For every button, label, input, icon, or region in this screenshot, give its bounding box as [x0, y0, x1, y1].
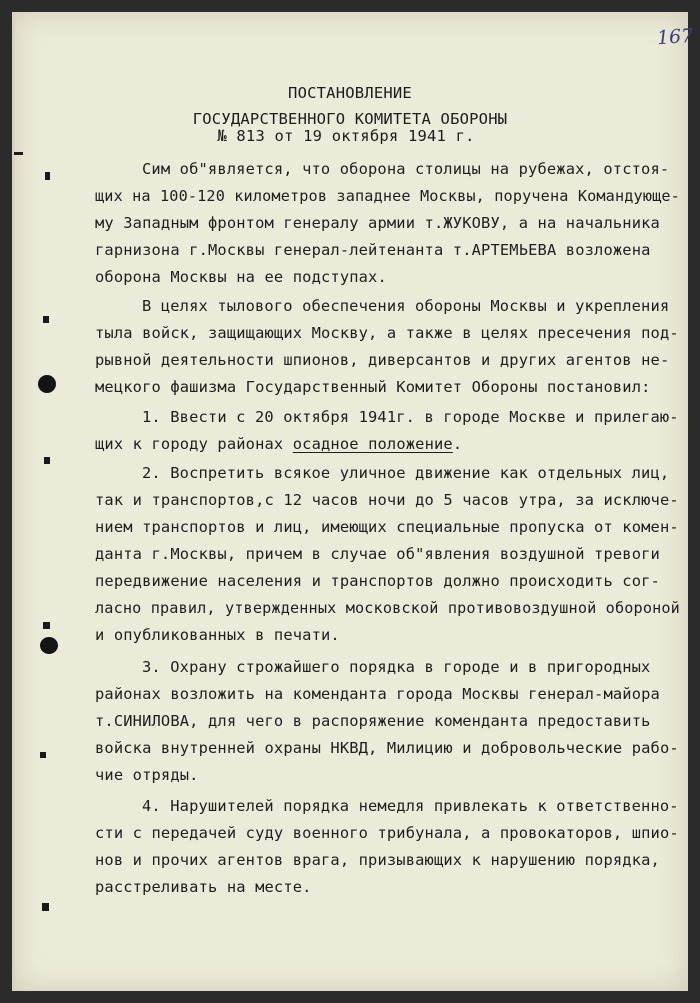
text-line: В целях тылового обеспечения обороны Москвы и укрепления: [142, 297, 670, 315]
binding-mark: [45, 172, 50, 180]
text-line: 3. Охрану строжайшего порядка в городе и в пригородных: [142, 658, 651, 676]
binding-mark: [44, 457, 50, 464]
text-line: данта г.Москвы, причем в случае об"явления воздушной тревоги: [95, 545, 660, 563]
text-line: нов и прочих агентов врага, призывающих к нарушению порядка,: [95, 851, 660, 869]
text-line: расстреливать на месте.: [95, 878, 312, 896]
binding-hole: [38, 375, 56, 393]
binding-mark: [14, 152, 23, 155]
binding-mark: [43, 622, 50, 629]
binding-mark: [43, 316, 49, 323]
text-line: щих на 100-120 километров западнее Москвы, поручена Командующе-: [95, 187, 680, 205]
text-line: мецкого фашизма Государственный Комитет Обороны постановил:: [95, 378, 651, 396]
text-span: щих к городу районах: [95, 435, 293, 453]
text-line: районах возложить на коменданта города Москвы генерал-майора: [95, 685, 660, 703]
archive-page-number: 167: [656, 24, 694, 50]
binding-edge: [12, 12, 15, 991]
text-line: передвижение населения и транспортов должно происходить сог-: [95, 572, 660, 590]
text-line: войска внутренней охраны НКВД, Милицию и добровольческие рабо-: [95, 739, 679, 757]
text-line: нием транспортов и лиц, имеющих специальные пропуска от комен-: [95, 518, 679, 536]
text-line: [95, 435, 462, 453]
binding-hole: [40, 637, 58, 654]
text-line: оборона Москвы на ее подступах.: [95, 268, 387, 286]
text-line: 4. Нарушителей порядка немедля привлекать к ответственно-: [142, 797, 679, 815]
text-line: тыла войск, защищающих Москву, а также в целях пресечения под-: [95, 324, 679, 342]
text-line: му Западным фронтом генералу армии т.ЖУКОВУ, а на начальника: [95, 214, 660, 232]
text-line: ласно правил, утвержденных московской противовоздушной обороной: [95, 599, 680, 617]
text-line: и опубликованных в печати.: [95, 626, 340, 644]
text-line: так и транспортов,с 12 часов ночи до 5 часов утра, за исключе-: [95, 491, 679, 509]
text-line: сти с передачей суду военного трибунала, а провокаторов, шпио-: [95, 824, 679, 842]
text-line: рывной деятельности шпионов, диверсантов и других агентов не-: [95, 351, 670, 369]
document-title: ПОСТАНОВЛЕНИЕ: [288, 84, 412, 102]
text-line: гарнизона г.Москвы генерал-лейтенанта т.АРТЕМЬЕВА возложена: [95, 241, 651, 259]
text-line: Сим об"является, что оборона столицы на рубежах, отстоя-: [142, 160, 670, 178]
siege-state-text: осадное положение: [292, 435, 453, 453]
text-line: 2. Воспретить всякое уличное движение как отдельных лиц,: [142, 464, 670, 482]
text-line: чие отряды.: [95, 766, 199, 784]
text-line: 1. Ввести с 20 октября 1941г. в городе Москве и прилегаю-: [142, 408, 679, 426]
text-line: т.СИНИЛОВА, для чего в распоряжение коменданта предоставить: [95, 712, 651, 730]
issuing-committee: ГОСУДАРСТВЕННОГО КОМИТЕТА ОБОРОНЫ: [192, 110, 508, 128]
decree-number-date: № 813 от 19 октября 1941 г.: [217, 127, 475, 145]
text-span: .: [452, 435, 463, 453]
binding-mark: [42, 903, 49, 911]
binding-mark: [40, 752, 46, 758]
